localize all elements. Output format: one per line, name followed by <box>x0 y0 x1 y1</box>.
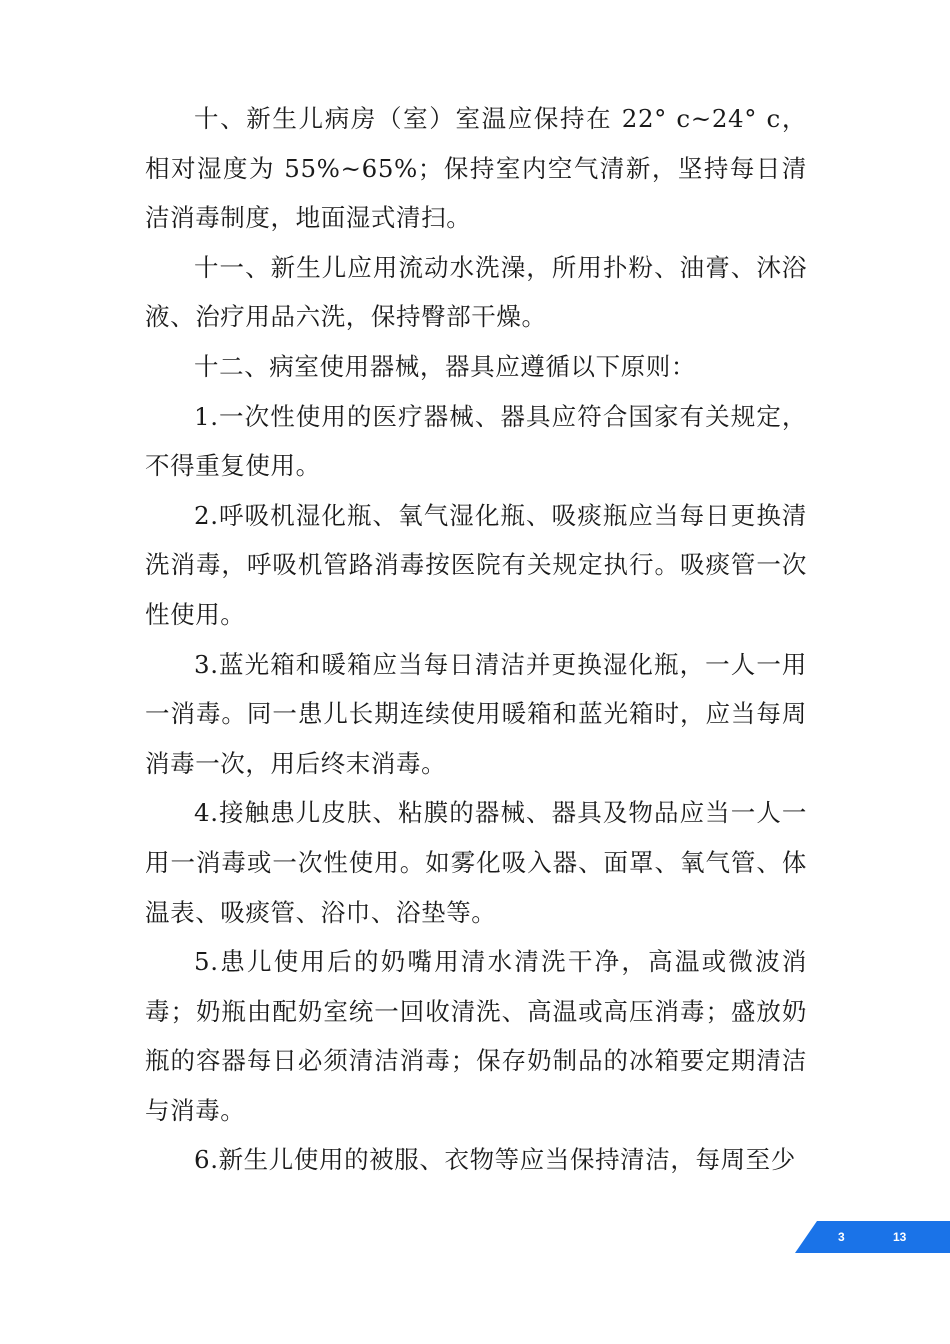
list-item-1: 1.一次性使用的医疗器械、器具应符合国家有关规定，不得重复使用。 <box>145 401 807 481</box>
list-item-4: 4.接触患儿皮肤、粘膜的器械、器具及物品应当一人一用一消毒或一次性使用。如雾化吸入器、面罩、氧气管、体温表、吸痰管、浴巾、浴垫等。 <box>145 798 807 927</box>
paragraph-eleven: 十一、新生儿应用流动水洗澡，所用扑粉、油膏、沐浴液、治疗用品六洗，保持臀部干燥。 <box>145 252 807 332</box>
document-body <box>145 94 807 1185</box>
paragraph-ten: 十、新生儿病房（室）室温应保持在 22° c~24° c，相对湿度为 55%~65%；保持室内空气清新，坚持每日清洁消毒制度，地面湿式清扫。 <box>145 104 807 233</box>
list-item-2: 2.呼吸机湿化瓶、氧气湿化瓶、吸痰瓶应当每日更换清洗消毒，呼吸机管路消毒按医院有关规定执行。吸痰管一次性使用。 <box>145 500 807 629</box>
list-item-3: 3.蓝光箱和暖箱应当每日清洁并更换湿化瓶，一人一用一消毒。同一患儿长期连续使用暖箱和蓝光箱时，应当每周消毒一次，用后终末消毒。 <box>145 649 807 778</box>
paragraph-twelve: 十二、病室使用器械，器具应遵循以下原则： <box>194 351 696 381</box>
page-number-current: 3 <box>838 1230 845 1244</box>
page-footer-band <box>795 1221 950 1253</box>
list-item-6: 6.新生儿使用的被服、衣物等应当保持清洁，每周至少 <box>194 1145 796 1175</box>
list-item-5: 5.患儿使用后的奶嘴用清水清洗干净，高温或微波消毒；奶瓶由配奶室统一回收清洗、高温或高压消毒；盛放奶瓶的容器每日必须清洁消毒；保存奶制品的冰箱要定期清洁与消毒。 <box>145 947 807 1125</box>
page-number-total: 13 <box>893 1230 907 1244</box>
